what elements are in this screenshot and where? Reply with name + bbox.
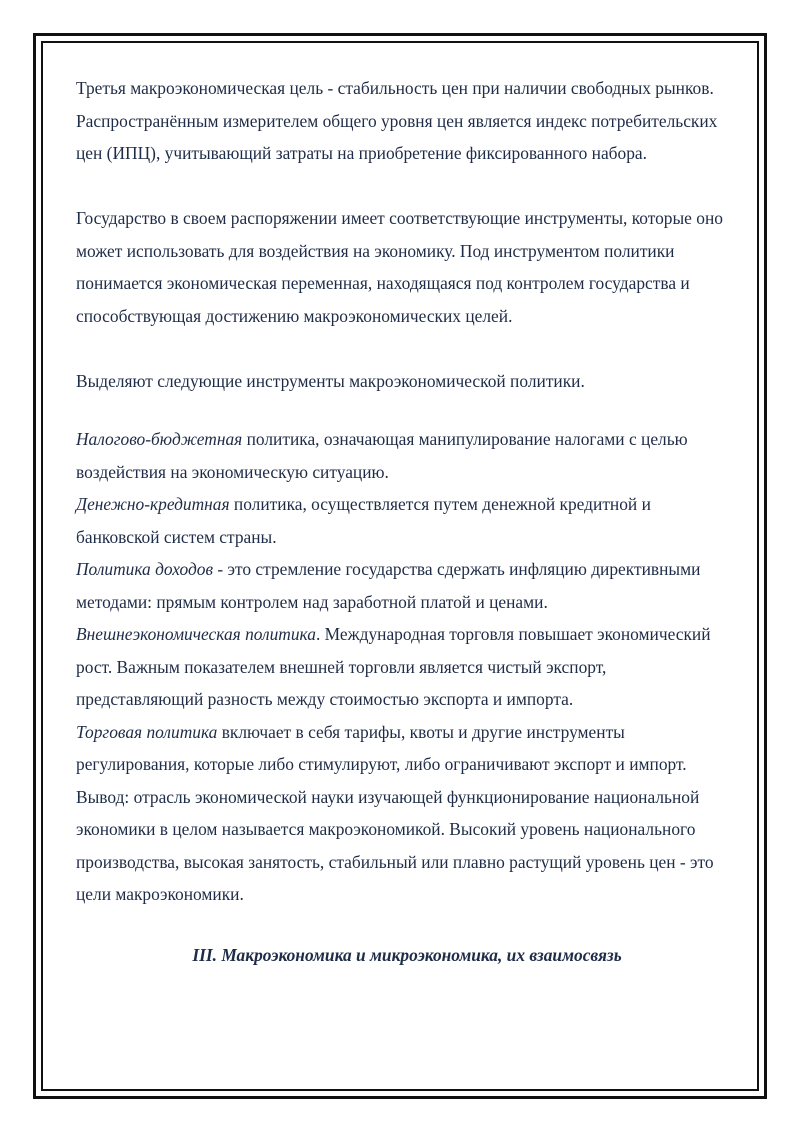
instrument-monetary [76, 488, 726, 553]
instrument-text: включает в себя тарифы, квоты и другие инструменты регулирования, которые либо стимулируют, либо ограничивают экспорт и импорт. [76, 721, 687, 774]
paragraph-instruments-intro: Выделяют следующие инструменты макроэкономической политики. [76, 370, 585, 391]
instrument-trade [76, 716, 726, 781]
instrument-term: Внешнеэкономическая политика [76, 624, 316, 644]
instrument-term: Торговая политика [76, 721, 218, 742]
instrument-income [76, 553, 726, 618]
document-body [76, 72, 726, 971]
instrument-text: политика, осуществляется путем денежной кредитной и банковской систем страны. [76, 494, 651, 547]
instrument-text: . Международная торговля повышает экономический рост. Важным показателем внешней торговли является чистый экспорт, представляющий разность между стоимостью экспорта и импорта. [76, 624, 711, 709]
paragraph-conclusion: Вывод: отрасль экономической науки изучающей функционирование национальной экономики в целом называется макроэкономикой. Высокий уровень национального производства, высокая занятость, стабильный или плавно растущий уровень цен - это цели макроэкономики. [76, 786, 714, 904]
instrument-term: Налогово-бюджетная [76, 429, 243, 449]
instrument-term: Денежно-кредитная [76, 494, 230, 514]
instrument-term: Политика доходов [76, 559, 214, 579]
instrument-text: политика, означающая манипулирование налогами с целью воздействия на экономическую ситуацию. [76, 429, 688, 482]
paragraph-policy-instruments: Государство в своем распоряжении имеет соответствующие инструменты, которые оно может использовать для воздействия на экономику. Под инструментом политики понимается экономическая переменная, находящаяся под контролем государства и способствующая достижению макроэкономических целей. [76, 208, 723, 326]
instrument-text: - это стремление государства сдержать инфляцию директивными методами: прямым контролем над заработной платой и ценами. [76, 559, 701, 612]
instrument-foreign-economic [76, 618, 726, 716]
section-heading: III. Макроэкономика и микроэкономика, их взаимосвязь [192, 944, 622, 965]
paragraph-price-stability: Третья макроэкономическая цель - стабильность цен при наличии свободных рынков. Распространённым измерителем общего уровня цен является индекс потребительских цен (ИПЦ), учитывающий затраты на приобретение фиксированного набора. [76, 78, 718, 163]
instrument-fiscal [76, 423, 726, 488]
